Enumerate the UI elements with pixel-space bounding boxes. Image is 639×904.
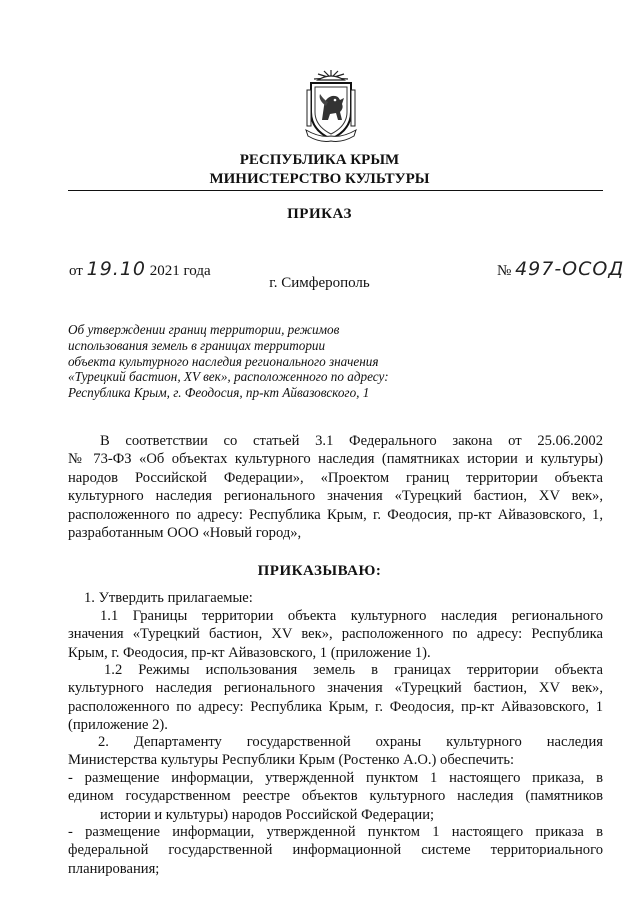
crimea-coat-of-arms-emblem	[300, 68, 362, 144]
subject-line: использования земель в границах территории	[68, 337, 326, 353]
preamble	[68, 432, 603, 542]
order-heading: ПРИКАЗЫВАЮ:	[257, 563, 382, 579]
preamble-line: разработанным ООО «Новый город»,	[68, 525, 302, 542]
preamble-line: В соответствии со статьей 3.1 Федерального закона от 25.06.2002	[100, 433, 603, 449]
date-prefix: от	[69, 263, 83, 279]
item-line: Крым, г. Феодосия, пр-кт Айвазовского, 1 (приложение 1).	[68, 644, 431, 661]
bullet-line: - размещение информации, утвержденной пунктом 1 настоящего приказа в	[68, 824, 603, 840]
item-line: 1.1 Границы территории объекта культурного наследия регионального	[100, 608, 603, 624]
item-1	[68, 589, 603, 607]
preamble-line: расположенного по адресу: Республика Крым, г. Феодосия, пр-кт Айвазовского, 1,	[68, 506, 603, 523]
bullet-1	[68, 769, 603, 824]
header-divider	[68, 190, 603, 191]
preamble-line: культурного наследия регионального значения «Турецкий бастион, XV век»,	[68, 488, 603, 505]
bullet-line: - размещение информации, утвержденной пунктом 1 настоящего приказа, в	[68, 770, 603, 786]
item-line: 1. Утвердить прилагаемые:	[84, 590, 253, 606]
date-suffix: 2021 года	[149, 263, 211, 279]
item-line: расположенного по адресу: Республика Крым, г. Феодосия, пр-кт Айвазовского, 1	[68, 698, 603, 715]
document-title: ПРИКАЗ	[287, 206, 352, 222]
item-line: Министерства культуры Республики Крым (Ростенко А.О.) обеспечить:	[68, 752, 515, 769]
handwritten-number: 497-ОСОД	[515, 258, 625, 280]
preamble-line: народов Российской Федерации», «Проектом границ территории объекта	[68, 469, 603, 486]
item-2	[68, 733, 603, 770]
header-republic: РЕСПУБЛИКА КРЫМ	[239, 152, 400, 168]
item-1-1	[68, 607, 603, 662]
header-ministry: МИНИСТЕРСТВО КУЛЬТУРЫ	[209, 171, 430, 187]
item-line: значения «Турецкий бастион, XV век», расположенного по адресу: Республика	[68, 626, 603, 643]
bullet-line: едином государственном реестре объектов культурного наследия (памятников	[68, 788, 603, 805]
preamble-line: № 73-ФЗ «Об объектах культурного наследия (памятниках истории и культуры)	[68, 451, 603, 468]
bullet-line: истории и культуры) народов Российской Федерации;	[100, 806, 435, 823]
subject-line: Об утверждении границ территории, режимов	[68, 322, 340, 337]
subject-line: «Турецкий бастион, XV век», расположенного по адресу:	[68, 369, 389, 385]
item-line: 1.2 Режимы использования земель в границах территории объекта	[104, 662, 603, 678]
item-line: (приложение 2).	[68, 717, 168, 734]
number-sign: №	[497, 263, 512, 279]
bullet-2	[68, 823, 603, 878]
subject-line: Республика Крым, г. Феодосия, пр-кт Айвазовского, 1	[68, 385, 370, 401]
city: г. Симферополь	[269, 275, 370, 291]
item-line: 2. Департаменту государственной охраны культурного наследия	[98, 734, 603, 750]
item-line: культурного наследия регионального значения «Турецкий бастион, XV век»,	[68, 680, 603, 697]
bullet-line: федеральной государственной информационной системе территориального	[68, 842, 603, 859]
item-1-2	[68, 661, 603, 735]
subject-line: объекта культурного наследия регионального значения	[68, 353, 379, 369]
bullet-line: планирования;	[68, 860, 160, 877]
subject-block	[68, 322, 428, 401]
handwritten-date: 19.10	[86, 258, 147, 280]
